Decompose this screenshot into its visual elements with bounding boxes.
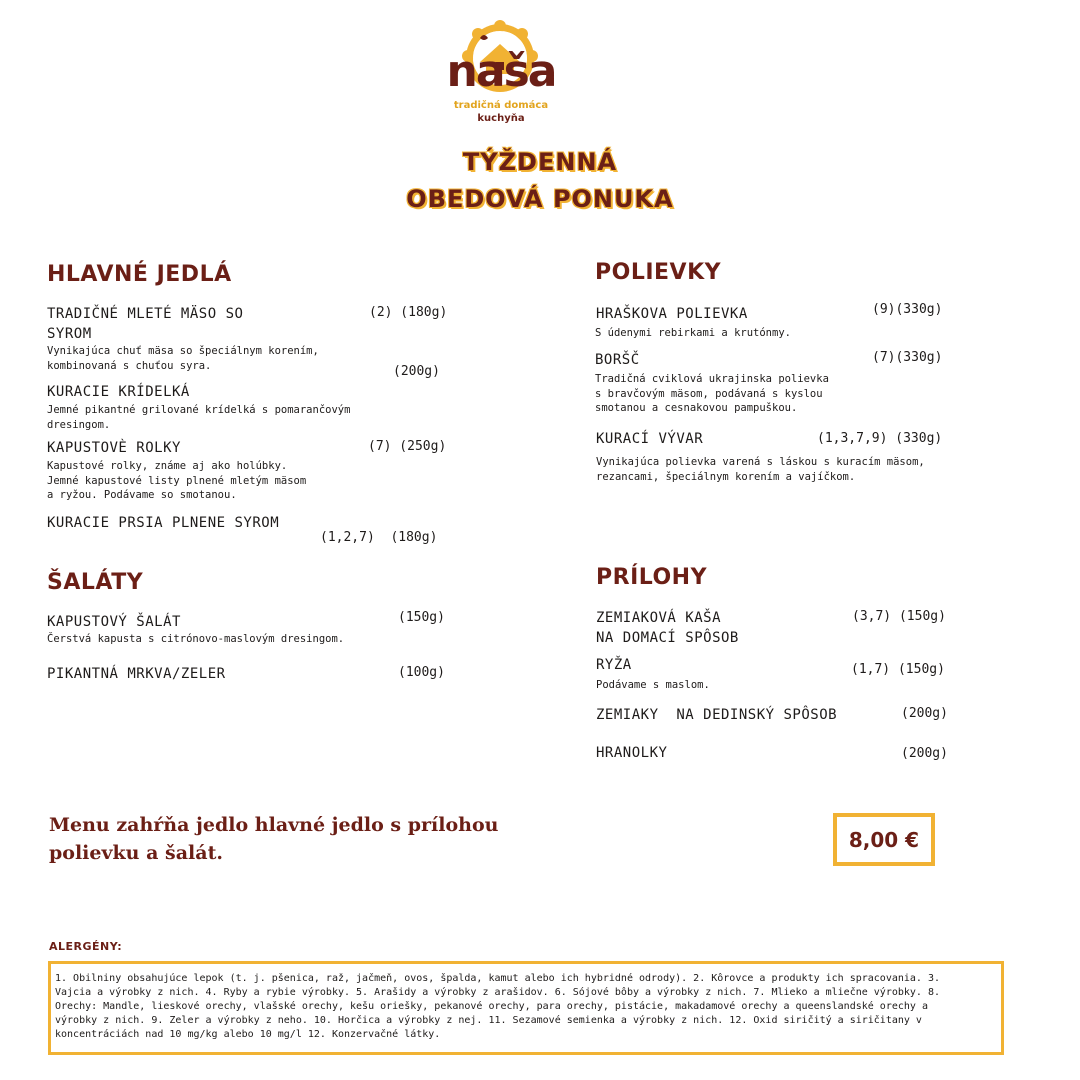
- dish-meta: (9)(330g): [872, 302, 943, 317]
- dish-description: Vynikajúca polievka varená s láskou s kuracím mäsom, rezancami, špeciálnym korením a vajíčkom.: [596, 456, 925, 483]
- dish-name: KAPUSTOVÝ ŠALÁT: [47, 614, 181, 630]
- dish-meta: (1,7) (150g): [851, 662, 945, 677]
- dish-name: KAPUSTOVÈ ROLKY: [47, 440, 181, 456]
- logo-wordmark: naša: [446, 46, 556, 97]
- dish-meta: (2) (180g): [369, 305, 448, 320]
- dish-meta: (200g): [393, 364, 440, 379]
- logo-tagline: tradičná domáca: [453, 100, 549, 111]
- dish-name: HRANOLKY: [596, 745, 668, 761]
- menu-price: 8,00 €: [833, 813, 935, 866]
- dish-meta: (1,3,7,9) (330g): [817, 431, 943, 446]
- dish-name-cont: NA DOMACÍ SPÔSOB: [596, 630, 739, 646]
- dish-meta: (7) (250g): [368, 439, 447, 454]
- dish-name: ZEMIAKOVÁ KAŠA: [596, 610, 722, 626]
- allergens-line: výrobky z nich. 9. Zeler a výrobky z neho. 10. Horčica a výrobky z nej. 11. Sezamové semienka a výrobky z nich. 12. Oxid siričitý a siričitany v: [55, 1015, 922, 1026]
- dish-name: KURACIE KRÍDELKÁ: [47, 384, 190, 400]
- allergens-heading: ALERGÉNY:: [49, 940, 123, 953]
- section-heading-soups: POLIEVKY: [595, 260, 722, 285]
- dish-name: TRADIČNÉ MLETÉ MÄSO SO: [47, 306, 244, 322]
- dish-name: RYŽA: [596, 657, 632, 673]
- dish-name: KURACÍ VÝVAR: [596, 431, 704, 447]
- dish-meta: (3,7) (150g): [852, 609, 946, 624]
- dish-meta: (7)(330g): [872, 350, 943, 365]
- dish-description: S údenymi rebirkami a krutónmy.: [595, 327, 791, 339]
- dish-description: Jemné pikantné grilované krídelká s pomarančovým dresingom.: [47, 404, 351, 431]
- dish-meta: (100g): [398, 665, 445, 680]
- dish-meta: (1,2,7) (180g): [320, 530, 438, 545]
- dish-meta: (200g): [901, 746, 948, 761]
- section-heading-main-dishes: HLAVNÉ JEDLÁ: [47, 262, 232, 287]
- page-title-line2: OBEDOVÁ PONUKA: [406, 185, 674, 213]
- menu-offer-text: Menu zahŕňa jedlo hlavné jedlo s prílohou polievku a šalát.: [49, 814, 499, 864]
- dish-description: Podávame s maslom.: [596, 679, 710, 691]
- dish-name: PIKANTNÁ MRKVA/ZELER: [47, 666, 226, 682]
- dish-meta: (150g): [398, 610, 445, 625]
- dish-name: HRAŠKOVA POLIEVKA: [596, 306, 748, 322]
- logo-tagline-2: kuchyňa: [477, 113, 525, 124]
- dish-name: BORŠČ: [595, 352, 640, 368]
- allergens-list: [48, 961, 1004, 1055]
- allergens-line: Vajcia a výrobky z nich. 4. Ryby a rybie výrobky. 5. Arašidy a výrobky z arašidov. 6. Sójové bôby a výrobky z nich. 7. Mlieko a mliečne výrobky. 8.: [55, 987, 941, 998]
- dish-description: Vynikajúca chuť mäsa so špeciálnym korením, kombinovaná s chuťou syra.: [47, 345, 319, 372]
- dish-description: Čerstvá kapusta s citrónovo-maslovým dresingom.: [47, 633, 345, 645]
- allergens-line: 1. Obilniny obsahujúce lepok (t. j. pšenica, raž, jačmeň, ovos, špalda, kamut alebo ich hybridné odrody). 2. Kôrovce a produkty ich spracovania. 3.: [55, 973, 941, 984]
- dish-name: ZEMIAKY NA DEDINSKÝ SPÔSOB: [596, 707, 838, 723]
- dish-meta: (200g): [901, 706, 948, 721]
- dish-name-cont: SYROM: [47, 326, 92, 342]
- page-title-line1: TÝŽDENNÁ: [462, 148, 618, 176]
- section-heading-salads: ŠALÁTY: [47, 570, 144, 595]
- section-heading-sides: PRÍLOHY: [596, 565, 708, 590]
- allergens-line: Orechy: Mandle, lieskové orechy, vlašské orechy, kešu oriešky, pekanové orechy, para orechy, pistácie, makadamové orechy a queenslandské orechy a: [55, 1001, 928, 1012]
- dish-description: Kapustové rolky, známe aj ako holúbky. Jemné kapustové listy plnené mletým mäsom a ryžou. Podávame so smotanou.: [47, 460, 307, 501]
- allergens-line: koncentráciách nad 10 mg/kg alebo 10 mg/l 12. Konzervačné látky.: [55, 1029, 441, 1040]
- dish-name: KURACIE PRSIA PLNENE SYROM: [47, 515, 280, 531]
- dish-description: Tradičná cviklová ukrajinska polievka s bravčovým mäsom, podávaná s kyslou smotanou a cesnakovou pampuškou.: [595, 373, 829, 414]
